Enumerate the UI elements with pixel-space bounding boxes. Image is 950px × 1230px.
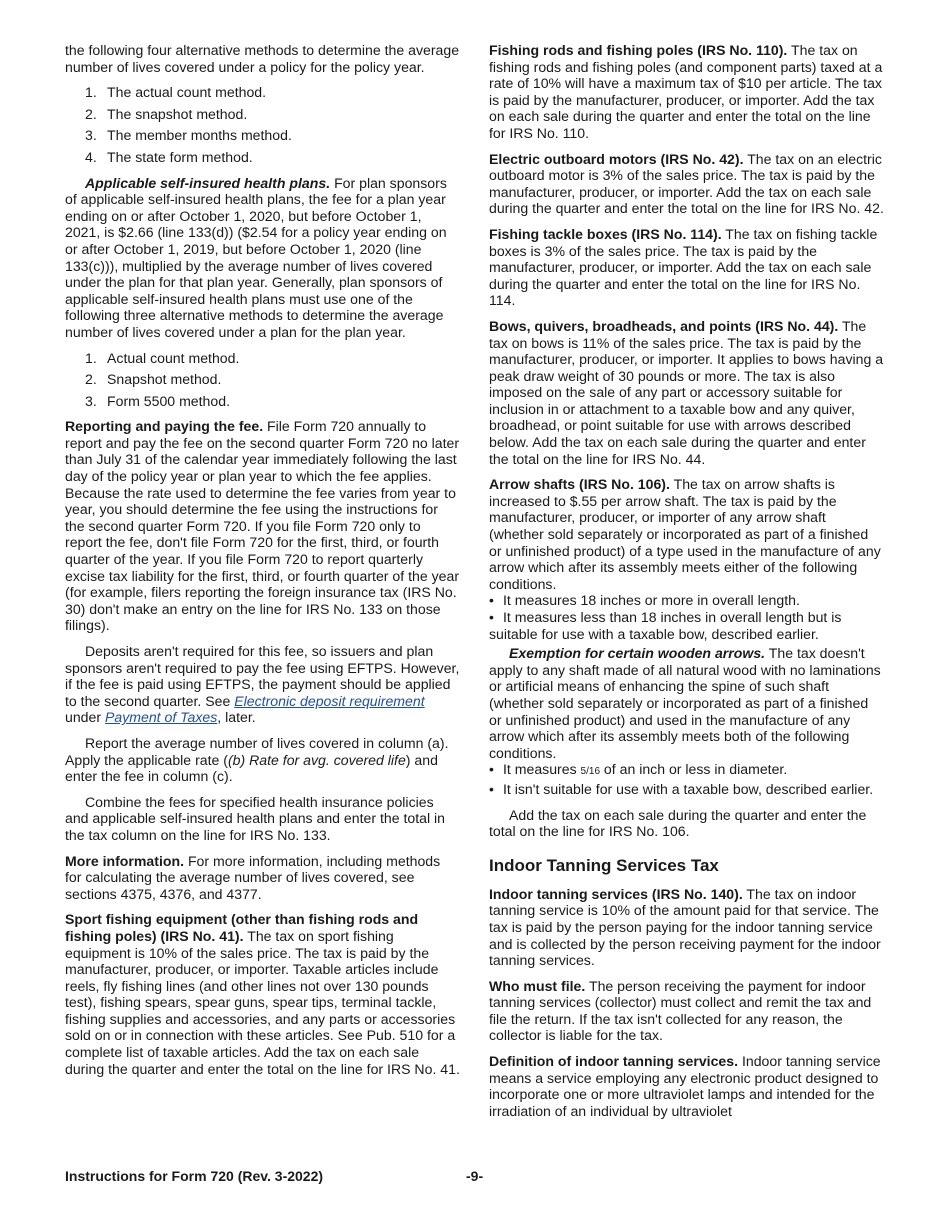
arrow-shafts-paragraph: Arrow shafts (IRS No. 106). The tax on arrow shafts is increased to $.55 per arrow shaft. The tax is paid by the manufacturer, producer, or importer of any arrow shaft (whether sold separately or incorporated as part of a finished or unfinished product) of a type used in the manufacture of any arrow which after its assembly meets either of the following conditions.	[489, 476, 881, 592]
tackle-boxes-heading: Fishing tackle boxes (IRS No. 114).	[489, 225, 722, 242]
right-column	[489, 42, 884, 1128]
fraction: 5/16	[580, 766, 601, 778]
bows-heading: Bows, quivers, broadheads, and points (IRS No. 44).	[489, 317, 839, 334]
definition-paragraph: Definition of indoor tanning services. Indoor tanning service means a service employing any electronic product designed to incorporate one or more ultraviolet lamps and intended for the irradiation of an individual by ultraviolet	[489, 1053, 881, 1119]
list-item: 2. The snapshot method.	[85, 105, 248, 122]
tanning-paragraph: Indoor tanning services (IRS No. 140). The tax on indoor tanning service is 10% of the amount paid for that service. The tax is paid by the person paying for the indoor tanning service and is collected by the person receiving payment for the indoor tanning services.	[489, 885, 881, 969]
electronic-deposit-link[interactable]: Electronic deposit requirement	[234, 692, 425, 709]
sport-fishing-heading: Sport fishing equipment (other than fishing rods and fishing poles) (IRS No. 41).	[65, 911, 419, 944]
who-must-file-paragraph: Who must file. The person receiving the payment for indoor tanning services (collector) must collect and remit the tax and file the return. If the tax isn't collected for any reason, the collector is liable for the tax.	[489, 977, 872, 1044]
intro-paragraph: the following four alternative methods to determine the average number of lives covered under a policy for the policy year.	[65, 42, 460, 75]
list-item: 4. The state form method.	[85, 148, 253, 165]
list-item: • It measures less than 18 inches in overall length but is suitable for use with a taxable bow, described earlier.	[489, 609, 842, 642]
list-item: 3. The member months method.	[85, 127, 292, 144]
footer-title: Instructions for Form 720 (Rev. 3-2022)	[65, 1168, 324, 1184]
page-number: -9-	[466, 1168, 484, 1184]
outboard-motors-paragraph: Electric outboard motors (IRS No. 42). The tax on an electric outboard motor is 3% of the sales price. The tax is paid by the manufacturer, producer, or importer. Add the tax on each sale during the quarter and enter the total on the line for IRS No. 42.	[489, 150, 884, 217]
more-info-paragraph: More information. For more information, including methods for calculating the average number of lives covered, see sections 4375, 4376, and 4377.	[65, 852, 441, 902]
arrow-shafts-heading: Arrow shafts (IRS No. 106).	[489, 476, 670, 493]
list-item: 1. The actual count method.	[85, 84, 267, 101]
outboard-motors-heading: Electric outboard motors (IRS No. 42).	[489, 150, 744, 167]
list-item: • It measures 5/16 of an inch or less in diameter.	[489, 761, 788, 778]
plan-methods-list	[65, 350, 460, 410]
tanning-heading: Indoor tanning services (IRS No. 140).	[489, 885, 743, 902]
left-column	[65, 42, 460, 1086]
add-tax-paragraph: Add the tax on each sale during the quarter and enter the total on the line for IRS No. 106.	[489, 806, 867, 840]
arrow-conditions-list	[489, 592, 884, 642]
list-item: 1. Actual count method.	[85, 349, 240, 366]
lives-methods-list	[65, 84, 460, 165]
section-heading: Indoor Tanning Services Tax	[489, 855, 719, 875]
list-item: • It measures 18 inches or more in overall length.	[489, 592, 800, 609]
definition-heading: Definition of indoor tanning services.	[489, 1053, 739, 1070]
list-item: • It isn't suitable for use with a taxable bow, described earlier.	[489, 780, 874, 797]
tackle-boxes-paragraph: Fishing tackle boxes (IRS No. 114). The tax on fishing tackle boxes is 3% of the sales price. The tax is paid by the manufacturer, producer, or importer. Add the tax on each sale during the quarter and enter the total on the line for IRS No. 114.	[489, 225, 878, 309]
self-insured-heading: Applicable self-insured health plans.	[85, 174, 331, 191]
who-must-file-heading: Who must file.	[489, 977, 586, 994]
reporting-paragraph: Reporting and paying the fee. File Form 720 annually to report and pay the fee on the second quarter Form 720 no later than July 31 of the calendar year immediately following the last day of the policy year or plan year to which the fee applies. Because the rate used to determine the fee varies from year to year, you should determine the fee using the instructions for the second quarter Form 720. If you file Form 720 only to report the fee, don't file Form 720 for the first, third, or fourth quarter of the year. If you file Form 720 to report quarterly excise tax liability for the first, third, or fourth quarter of the year (for example, filers reporting the foreign insurance tax (IRS No. 30) don't make an entry on the line for IRS No. 133 on those filings).	[65, 418, 460, 634]
combine-paragraph: Combine the fees for specified health insurance policies and applicable self-insured health plans and enter the total in the tax column on the line for IRS No. 133.	[65, 793, 446, 843]
bows-paragraph: Bows, quivers, broadheads, and points (IRS No. 44). The tax on bows is 11% of the sales price. The tax is paid by the manufacturer, producer, or importer. It applies to bows having a peak draw weight of 30 pounds or more. The tax is also imposed on the sale of any part or accessory suitable for inclusion in or attachment to a taxable bow and any quiver, broadhead, or point suitable for use with arrows described below. Add the tax on each sale during the quarter and enter the total on the line for IRS No. 44.	[489, 317, 884, 467]
list-item: 2. Snapshot method.	[85, 371, 222, 388]
more-info-heading: More information.	[65, 852, 185, 869]
list-item: 3. Form 5500 method.	[85, 392, 230, 409]
reporting-heading: Reporting and paying the fee.	[65, 418, 264, 435]
fishing-rods-heading: Fishing rods and fishing poles (IRS No. 110).	[489, 42, 788, 58]
deposits-paragraph: Deposits aren't required for this fee, so issuers and plan sponsors aren't required to pay the fee using EFTPS. However, if the fee is paid using EFTPS, the payment should be applied to the second quarter. See Electronic deposit requirement under Payment of Taxes, later.	[65, 643, 460, 726]
exemption-paragraph: Exemption for certain wooden arrows. The tax doesn't apply to any shaft made of all natural wood with no laminations or artificial means of enhancing the spine of such shaft (whether sold separately or incorporated as part of a finished or unfinished product) and used in the manufacture of any arrow which after its assembly meets both of the following conditions.	[489, 645, 881, 761]
exemption-heading: Exemption for certain wooden arrows.	[509, 645, 766, 662]
self-insured-paragraph: Applicable self-insured health plans. For plan sponsors of applicable self-insured health plans, the fee for a plan year ending on or after October 1, 2020, but before October 1, 2021, is $2.66 (line 133(d)) ($2.54 for a policy year ending on or after October 1, 2019, but before October 1, 2020 (line 133(c))), multiplied by the average number of lives covered under the plan for that plan year. Generally, plan sponsors of applicable self-insured health plans must use one of the following three alternative methods to determine the average number of lives covered under a plan for the plan year.	[65, 174, 447, 340]
exemption-conditions-list	[489, 761, 884, 797]
payment-of-taxes-link[interactable]: Payment of Taxes	[104, 709, 218, 726]
report-paragraph: Report the average number of lives covered in column (a). Apply the applicable rate ((b) Rate for avg. covered life) and enter the fee in column (c).	[65, 734, 449, 785]
sport-fishing-paragraph: Sport fishing equipment (other than fishing rods and fishing poles) (IRS No. 41). The tax on sport fishing equipment is 10% of the sales price. The tax is paid by the manufacturer, producer, or importer. Taxable articles include reels, fly fishing lines (and other lines not over 130 pounds test), fishing spears, spear guns, spear tips, terminal tackle, fishing supplies and accessories, and any parts or accessories sold on or in connection with these articles. See Pub. 510 for a complete list of taxable articles. Add the tax on each sale during the quarter and enter the total on the line for IRS No. 41.	[65, 911, 460, 1077]
fishing-rods-paragraph: Fishing rods and fishing poles (IRS No. 110). The tax on fishing rods and fishing poles (and component parts) taxed at a rate of 10% will have a maximum tax of $10 per article. The tax is paid by the manufacturer, producer, or importer. Add the tax on each sale during the quarter and enter the total on the line for IRS No. 110.	[489, 42, 883, 141]
